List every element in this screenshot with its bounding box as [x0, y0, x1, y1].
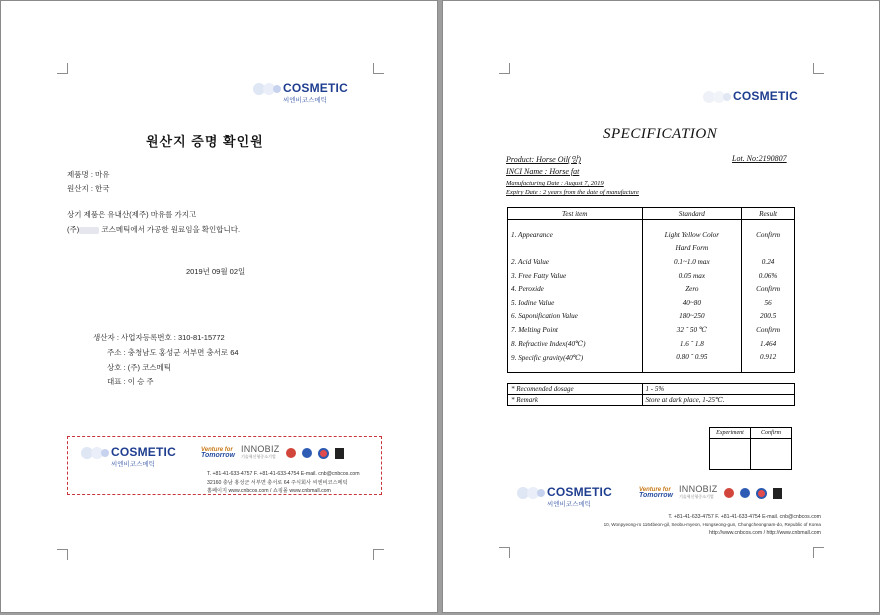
- table-row: [508, 242, 795, 256]
- result-value: Confirm: [742, 282, 795, 296]
- footer-brand: COSMETIC: [547, 485, 612, 499]
- footnote-row: [508, 384, 795, 395]
- crop-mark: [373, 549, 384, 560]
- cert-seal-icon: [740, 488, 750, 498]
- confirm-label: Confirm: [751, 428, 792, 439]
- specification-table: [507, 207, 795, 373]
- test-item: [508, 242, 643, 256]
- table-row: [508, 350, 795, 364]
- result-value: 0.24: [742, 255, 795, 269]
- test-item: 1. Appearance: [508, 228, 643, 242]
- statement-line-1: 상기 제품은 유내산(제주) 마유를 가지고: [67, 210, 197, 219]
- table-row: [508, 269, 795, 283]
- expiry-date: Expiry Date : 2 years from the date of manufacture: [506, 189, 639, 196]
- confirm-signature-box: [751, 439, 792, 470]
- table-row: [508, 282, 795, 296]
- result-value: Confirm: [742, 323, 795, 337]
- standard-value: 40~80: [642, 296, 742, 310]
- standard-value: Hard Form: [642, 242, 742, 256]
- experiment-signature-box: [710, 439, 751, 470]
- logo-mark-icon: [701, 89, 731, 105]
- result-value: 200.5: [742, 310, 795, 324]
- cert-seal-icon: [724, 488, 734, 498]
- footer-logo: [79, 445, 199, 471]
- footer-korean: 씨엔비코스메틱: [111, 461, 155, 468]
- logo-mark-icon: [515, 485, 545, 501]
- innobiz-badge: INNOBIZ 기술혁신형중소기업: [678, 484, 718, 499]
- standard-value: Light Yellow Color: [642, 228, 742, 242]
- result-value: [742, 242, 795, 256]
- page-title: SPECIFICATION: [603, 126, 718, 142]
- crop-mark: [499, 547, 510, 558]
- table-row: [508, 323, 795, 337]
- column-header: Test item: [508, 208, 643, 220]
- redacted-text: [79, 227, 99, 234]
- table-row: [508, 337, 795, 351]
- footer-brand: COSMETIC: [111, 445, 176, 459]
- lot-number: Lot. No:2190807: [732, 154, 787, 163]
- company-line: 상호 : (주) 코스메틱: [107, 363, 172, 372]
- footer-contact-line: T. +81-41-633-4757 F. +81-41-633-4754 E-mail. cnb@cnbcos.com: [668, 514, 821, 520]
- result-value: 56: [742, 296, 795, 310]
- producer-line: 생산자 : 사업자등록번호 : 310-81-15772: [93, 333, 225, 342]
- standard-value: 0.05 max: [642, 269, 742, 283]
- qr-code-icon: [335, 448, 344, 459]
- table-spacer-row: [508, 220, 795, 229]
- crop-mark: [813, 547, 824, 558]
- footer-logo: [515, 485, 635, 511]
- table-row: [508, 228, 795, 242]
- origin-line: 원산지 : 한국: [67, 184, 110, 193]
- venture-badge: Venture for Tomorrow: [639, 487, 673, 499]
- statement-suffix: 코스메틱에서 가공한 원료임을 확인합니다.: [101, 225, 241, 234]
- standard-value: 1.6 ˜ 1.8: [642, 337, 742, 351]
- footnote-value: 1 - 5%: [642, 384, 795, 395]
- product-name: Product: Horse Oil(앙): [506, 155, 581, 164]
- company-logo: [701, 89, 831, 109]
- cert-seal-icon: [318, 448, 329, 459]
- cert-seal-icon: [286, 448, 296, 458]
- table-spacer-row: [508, 364, 795, 373]
- logo-korean: 씨엔비코스메틱: [283, 97, 327, 104]
- standard-value: 180~250: [642, 310, 742, 324]
- footer-web-line: http://www.cnbcos.com / http://www.cnbmall.com: [709, 530, 821, 536]
- table-row: [508, 255, 795, 269]
- crop-mark: [373, 63, 384, 74]
- test-item: 6. Saponification Value: [508, 310, 643, 324]
- standard-value: 32 ˜ 50 ℃: [642, 323, 742, 337]
- experiment-label: Experiment: [710, 428, 751, 439]
- table-row: [508, 296, 795, 310]
- result-value: 1.464: [742, 337, 795, 351]
- test-item: 2. Acid Value: [508, 255, 643, 269]
- standard-value: Zero: [642, 282, 742, 296]
- ceo-line: 대표 : 이 승 주: [107, 377, 154, 386]
- certification-badges: [201, 445, 344, 461]
- footnote-row: [508, 395, 795, 406]
- venture-badge: Venture for Tomorrow: [201, 447, 235, 459]
- result-value: 0.912: [742, 350, 795, 364]
- inci-name: INCI Name : Horse fat: [506, 167, 580, 176]
- crop-mark: [57, 63, 68, 74]
- test-item: 9. Specific gravity(40℃): [508, 350, 643, 364]
- result-value: Confirm: [742, 228, 795, 242]
- test-item: 3. Free Fatty Value: [508, 269, 643, 283]
- column-header: Result: [742, 208, 795, 220]
- document-page-2: [443, 1, 879, 612]
- footer-web-line: 홈페이지 www.cnbcos.com / 쇼핑몰 www.cnbmall.com: [207, 488, 331, 494]
- manufacturing-date: Manufacturing Date : August 7, 2019: [506, 180, 604, 187]
- logo-brand: COSMETIC: [733, 89, 798, 103]
- footer-korean: 씨엔비코스메틱: [547, 501, 591, 508]
- company-logo: [251, 81, 381, 107]
- crop-mark: [813, 63, 824, 74]
- product-line: 제품명 : 마유: [67, 170, 110, 179]
- crop-mark: [499, 63, 510, 74]
- certification-badges: [639, 485, 782, 501]
- standard-value: 0.80 ˜ 0.95: [642, 350, 742, 364]
- footnote-table: [507, 383, 795, 406]
- column-header: Standard: [642, 208, 742, 220]
- result-value: 0.06%: [742, 269, 795, 283]
- qr-code-icon: [773, 488, 782, 499]
- standard-value: 0.1~1.0 max: [642, 255, 742, 269]
- innobiz-badge: INNOBIZ 기술혁신형중소기업: [240, 444, 280, 459]
- test-item: 7. Melting Point: [508, 323, 643, 337]
- cert-seal-icon: [302, 448, 312, 458]
- test-item: 8. Refractive Index(40℃): [508, 337, 643, 351]
- statement-line-2: [67, 224, 240, 235]
- test-item: 4. Peroxide: [508, 282, 643, 296]
- footnote-label: * Recomended dosage: [508, 384, 643, 395]
- crop-mark: [57, 549, 68, 560]
- logo-brand: COSMETIC: [283, 81, 348, 95]
- footnote-label: * Remark: [508, 395, 643, 406]
- table-header-row: [508, 208, 795, 220]
- statement-prefix: (주): [67, 225, 80, 234]
- logo-mark-icon: [251, 81, 281, 97]
- test-item: 5. Iodine Value: [508, 296, 643, 310]
- address-line: 주소 : 충청남도 홍성군 서부면 충서로 64: [107, 348, 239, 357]
- logo-mark-icon: [79, 445, 109, 461]
- footnote-value: Store at dark place, 1-25℃.: [642, 395, 795, 406]
- document-date: 2019년 09월 02일: [186, 267, 246, 276]
- footer-contact-line: T. +81-41-633-4757 F. +81-41-633-4754 E-mail. cnb@cnbcos.com: [207, 471, 360, 477]
- page-title: 원산지 증명 확인원: [146, 134, 264, 149]
- footer-address-line: 32160 충남 홍성군 서부면 충서로 64 주식회사 씨엔비코스메틱: [207, 480, 348, 486]
- document-page-1: [1, 1, 437, 612]
- signature-table: [709, 427, 792, 470]
- cert-seal-icon: [756, 488, 767, 499]
- table-row: [508, 310, 795, 324]
- footer-address-line: 10, Wonpyeong-ro 1164beon-gil, Seobu-myeon, Hongseong-gun, Chungcheongnam-do, Republic of Korea: [603, 522, 821, 527]
